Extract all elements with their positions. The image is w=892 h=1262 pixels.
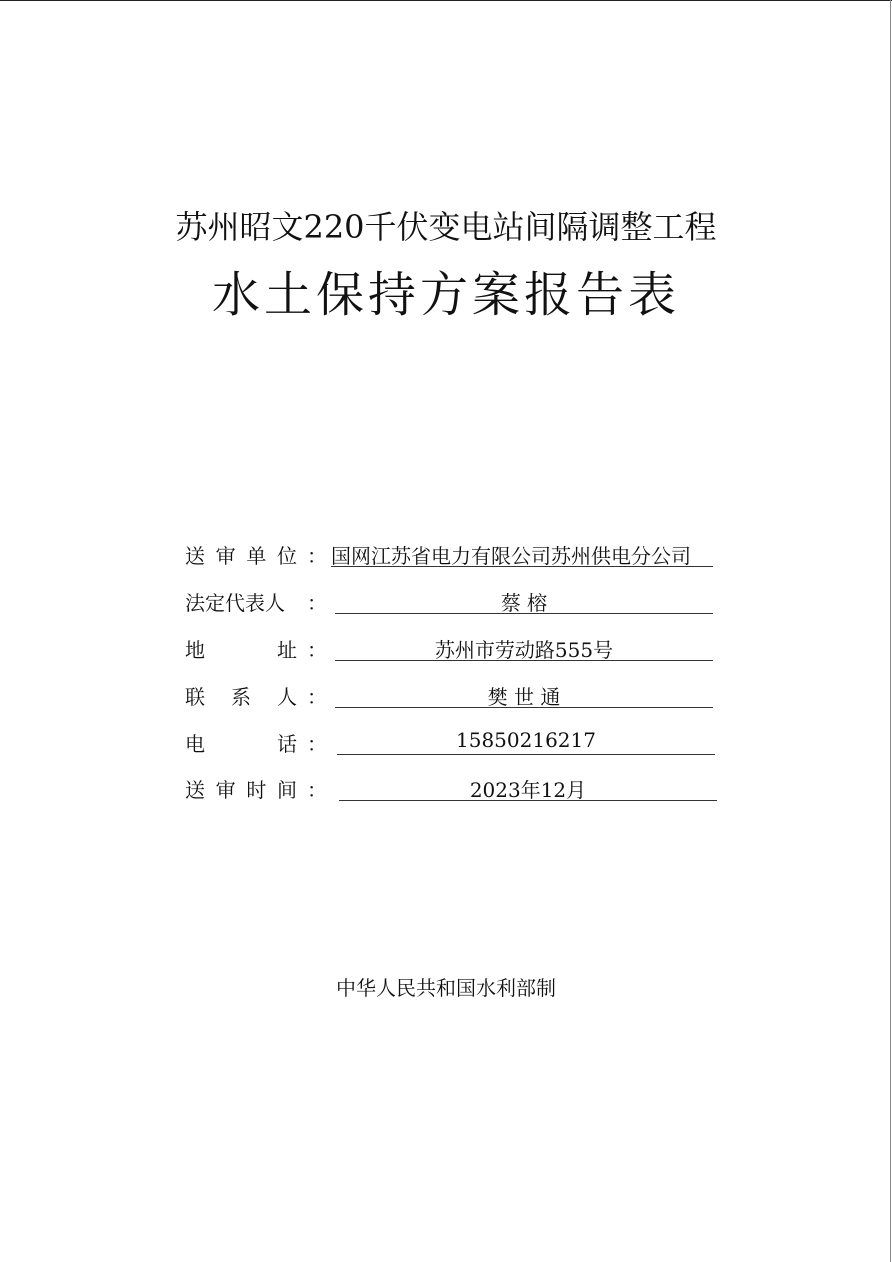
field-submitting-unit xyxy=(185,540,725,570)
issuer-footer: 中华人民共和国水利部制 xyxy=(336,976,556,1000)
field-label xyxy=(185,540,297,569)
submitting-unit-value: 国网江苏省电力有限公司苏州供电分公司 xyxy=(331,540,713,567)
top-border xyxy=(0,0,892,1)
label-char: 话 xyxy=(277,732,297,756)
field-colon: ： xyxy=(307,544,327,568)
field-colon: ： xyxy=(307,732,327,756)
label-char: 人 xyxy=(277,685,297,709)
field-colon: ： xyxy=(307,778,327,802)
phone-value: 15850216217 xyxy=(337,728,715,755)
label-char: 系 xyxy=(231,685,251,709)
field-label xyxy=(185,774,297,803)
label-char: 间 xyxy=(276,778,297,802)
field-label xyxy=(185,587,297,616)
label-text: 法定代表人 xyxy=(185,591,285,615)
address-value: 苏州市劳动路555号 xyxy=(335,634,713,661)
label-char: 址 xyxy=(277,638,297,662)
field-colon: ： xyxy=(307,591,327,615)
right-border xyxy=(890,0,891,1262)
label-char: 审 xyxy=(215,544,236,568)
label-char: 送 xyxy=(185,544,205,568)
label-char: 地 xyxy=(185,638,205,662)
field-address xyxy=(185,634,725,664)
field-colon: ： xyxy=(307,638,327,662)
label-char: 时 xyxy=(246,778,267,802)
field-submission-date xyxy=(185,774,725,804)
field-phone xyxy=(185,728,725,758)
label-char: 联 xyxy=(185,685,205,709)
label-char: 送 xyxy=(185,778,205,802)
field-legal-representative xyxy=(185,587,725,617)
report-title: 水土保持方案报告表 xyxy=(211,267,680,323)
field-colon: ： xyxy=(307,685,327,709)
label-char: 位 xyxy=(276,544,297,568)
label-char: 单 xyxy=(246,544,267,568)
submission-date-value: 2023年12月 xyxy=(339,774,717,801)
label-char: 审 xyxy=(215,778,236,802)
label-char: 电 xyxy=(185,732,205,756)
field-contact-person xyxy=(185,681,725,711)
contact-person-value: 樊 世 通 xyxy=(335,681,713,708)
field-label xyxy=(185,728,297,757)
project-title: 苏州昭文220千伏变电站间隔调整工程 xyxy=(175,208,717,246)
field-label xyxy=(185,634,297,663)
legal-representative-value: 蔡 榕 xyxy=(335,587,713,614)
field-label xyxy=(185,681,297,710)
